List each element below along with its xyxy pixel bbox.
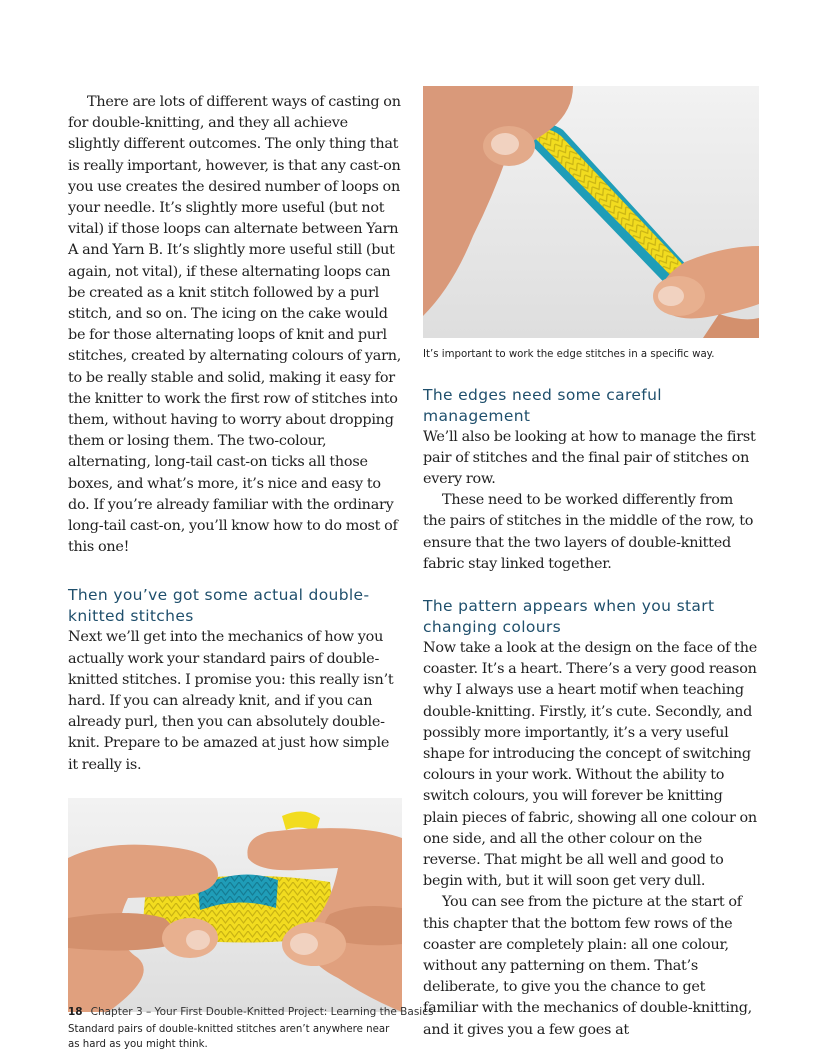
photo-stitches <box>68 798 402 1012</box>
pattern-paragraph-2: You can see from the picture at the start of this chapter that the bottom few rows of the coaster are completely plain: all one colour, without any patterning on them. That’s deliberate, to give you the chance to get familiar with the mechanics of double-knitting, and it gives you a few goes at <box>423 894 753 1038</box>
fabric-yellow-strip <box>531 129 703 291</box>
pattern-paragraph-1: Now take a look at the design on the face of the coaster. It’s a heart. There’s a very good reason why I always use a heart motif when teaching double-knitting. Firstly, it’s cute. Secondly, and possibly more importantly, it’s a very useful shape for introducing the concept of switching colours in your work. Without the ability to switch colours, you will forever be knitting plain pieces of fabric, showing all one colour on one side, and all the other colour on the reverse. That might be all well and good to begin with, but it will soon get very dull. <box>423 639 757 890</box>
section-heading-stitches: Then you’ve got some actual double-knitted stitches <box>68 586 370 626</box>
section-heading-pattern: The pattern appears when you start changing colours <box>423 596 715 636</box>
edges-paragraph-2: These need to be worked differently from the pairs of stitches in the middle of the row, to ensure that the two layers of double-knitted fabric stay linked together. <box>423 492 754 572</box>
left-column <box>68 92 402 1053</box>
caption-stitches: Standard pairs of double-knitted stitches aren’t anywhere near as hard as you might think. <box>68 1023 390 1051</box>
photo-edges <box>423 86 759 338</box>
edges-paragraph-1: We’ll also be looking at how to manage the first pair of stitches and the final pair of stitches on every row. <box>423 428 756 487</box>
page-footer <box>68 1006 433 1018</box>
chapter-title: Chapter 3 – Your First Double-Knitted Project: Learning the Basics <box>90 1006 434 1018</box>
stitches-paragraph: Next we’ll get into the mechanics of how you actually work your standard pairs of double-knitted stitches. I promise you: this really isn’t hard. If you can already knit, and if you can already purl, then you can absolutely double-knit. Prepare to be amazed at just how simple it really is. <box>68 629 394 773</box>
upper-hand <box>423 86 573 316</box>
right-column <box>423 86 759 1041</box>
section-heading-edges: The edges need some careful management <box>423 385 662 425</box>
caption-edges: It’s important to work the edge stitches in a specific way. <box>423 349 715 360</box>
knitting-edges-illustration <box>423 86 759 338</box>
page-number: 18 <box>68 1006 83 1018</box>
intro-paragraph: There are lots of different ways of casting on for double-knitting, and they all achieve slightly different outcomes. The only thing that is really important, however, is that any cast-on you use creates the desired number of loops on your needle. It’s slightly more useful (but not vital) if those loops can alternate between Yarn A and Yarn B. It’s slightly more useful still (but again, not vital), if these alternating loops can be created as a knit stitch followed by a purl stitch, and so on. The icing on the cake would be for those alternating loops of knit and purl stitches, created by alternating colours of yarn, to be really stable and solid, making it easy for the knitter to work the first row of stitches into them, without having to worry about dropping them or losing them. The two-colour, alternating, long-tail cast-on ticks all those boxes, and what’s more, it’s nice and easy to do. If you’re already familiar with the ordinary long-tail cast-on, you’ll know how to do most of this one! <box>68 94 402 556</box>
knitting-stitches-illustration <box>68 798 402 1012</box>
